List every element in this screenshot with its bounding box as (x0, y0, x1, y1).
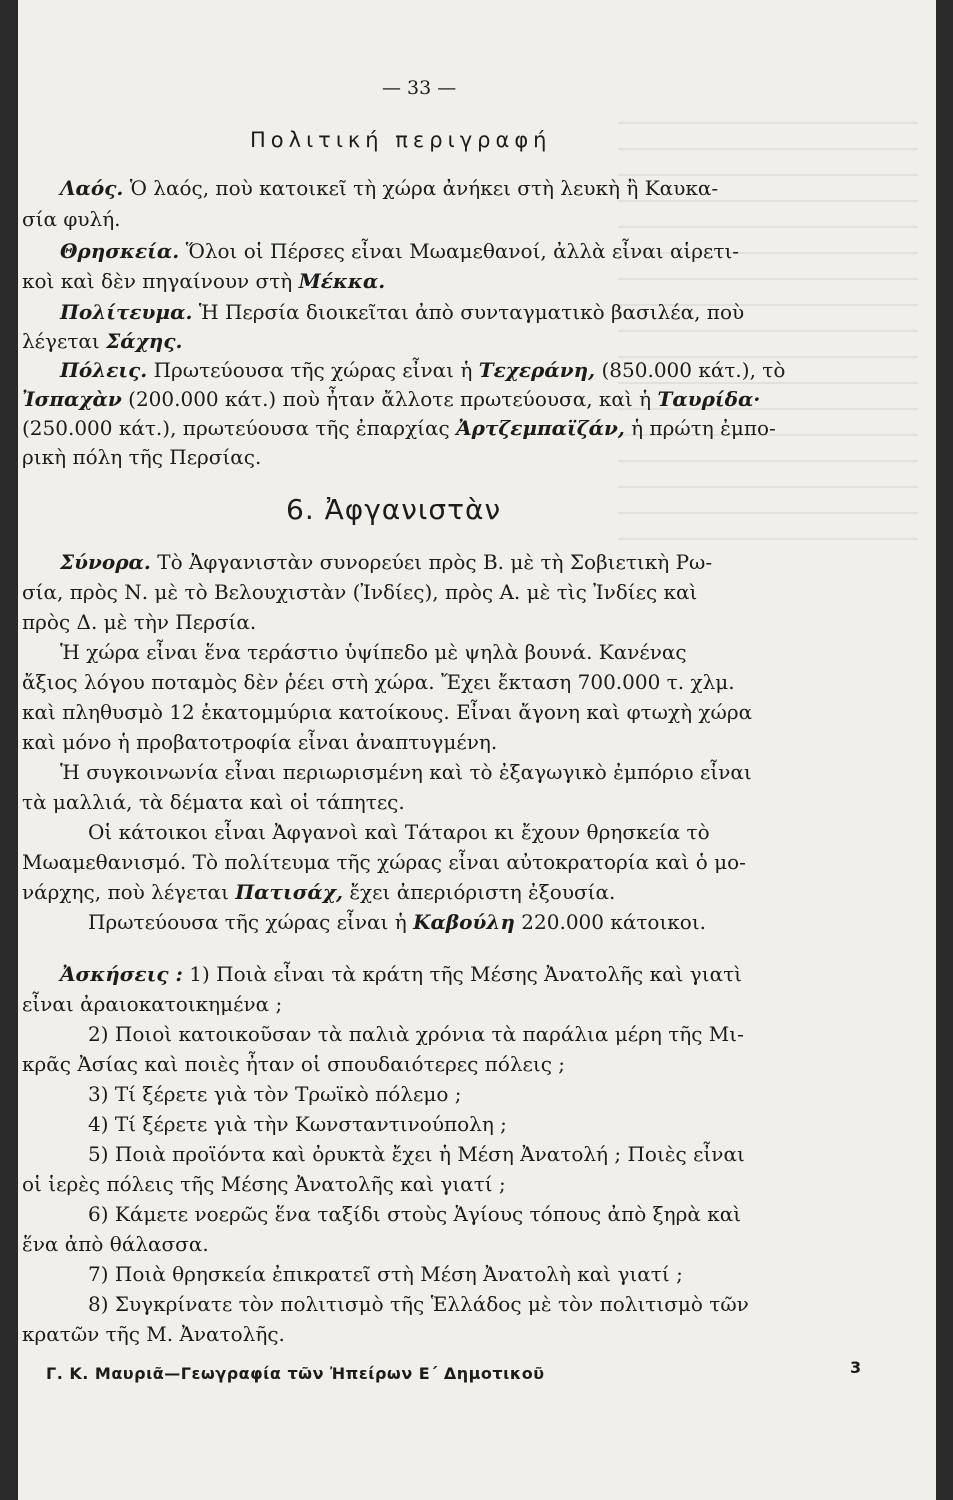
tehran-name: Τεχεράνη, (478, 358, 596, 382)
exercise-8-text-b: κρατῶν τῆς Μ. Ἀνατολῆς. (22, 1322, 285, 1346)
page-number: — 33 — (382, 77, 457, 99)
tavrida-name: Ταυρίδα· (657, 387, 761, 411)
p1-line-3: καὶ πληθυσμὸ 12 ἑκατομμύρια κατοίκους. Εἶναι ἄγονη καὶ φτωχὴ χώρα (22, 700, 753, 724)
exercises-label: Ἀσκήσεις : (60, 962, 183, 986)
thriskeia-line2 (22, 269, 385, 293)
poleis-text-1a: Πρωτεύουσα τῆς χώρας εἶναι ἡ (153, 358, 473, 382)
exercise-1-text-a: 1) Ποιὰ εἶναι τὰ κράτη τῆς Μέσης Ἀνατολῆς καὶ γιατὶ (189, 962, 742, 986)
exercise-3-text: 3) Τί ξέρετε γιὰ τὸν Τρωϊκὸ πόλεμο ; (88, 1082, 462, 1106)
p1-line-2: ἄξιος λόγου ποταμὸς δὲν ῥέει στὴ χώρα. Ἔχει ἔκταση 700.000 τ. χλμ. (22, 670, 735, 694)
thriskeia-line1 (60, 239, 739, 263)
exercise-1-line1 (60, 962, 742, 986)
kabul-name: Καβούλη (413, 910, 515, 934)
footer-imprint: Γ. Κ. Μαυριᾶ—Γεωγραφία τῶν Ἠπείρων Ε΄ Δημοτικοῦ (46, 1364, 545, 1383)
section-title: Πολιτική περιγραφή (250, 128, 552, 152)
poleis-text-1b: (850.000 κάτ.), τὸ (601, 358, 786, 382)
p4-text-b: 220.000 κάτοικοι. (521, 910, 707, 934)
exercise-5-text-b: οἱ ἱερὲς πόλεις τῆς Μέσης Ἀνατολῆς καὶ γιατί ; (22, 1172, 506, 1196)
thriskeia-label: Θρησκεία. (60, 239, 180, 263)
poleis-text-3a: (250.000 κάτ.), πρωτεύουσα τῆς ἐπαρχίας (22, 416, 450, 440)
politeuma-line2 (22, 329, 183, 353)
sachis-name: Σάχης. (106, 329, 183, 353)
synora-text-1: Τὸ Ἀφγανιστὰν συνορεύει πρὸς Β. μὲ τὴ Σοβιετικὴ Ρω- (157, 550, 713, 574)
synora-text-3: πρὸς Δ. μὲ τὴν Περσία. (22, 610, 257, 634)
poleis-line2 (22, 387, 760, 411)
laos-text-2: σία φυλή. (22, 207, 121, 231)
p2-line-2: τὰ μαλλιά, τὰ δέματα καὶ οἱ τάπητες. (22, 790, 405, 814)
poleis-label: Πόλεις. (60, 358, 148, 382)
poleis-line1 (60, 358, 785, 382)
p3-line-1: Οἱ κάτοικοι εἶναι Ἀφγανοὶ καὶ Τάταροι κι ἔχουν θρησκεία τὸ (88, 820, 710, 844)
thriskeia-text-2: κοὶ καὶ δὲν πηγαίνουν στὴ (22, 269, 293, 293)
synora-line1 (60, 550, 712, 574)
politeuma-label: Πολίτευμα. (60, 300, 193, 324)
poleis-text-2a: (200.000 κάτ.) ποὺ ἦταν ἄλλοτε πρωτεύουσα, καὶ ἡ (128, 387, 652, 411)
exercise-6-text-a: 6) Κάμετε νοερῶς ἕνα ταξίδι στοὺς Ἁγίους τόπους ἀπὸ ξηρὰ καὶ (88, 1202, 742, 1226)
book-page (18, 0, 936, 1500)
poleis-text-4: ρικὴ πόλη τῆς Περσίας. (22, 445, 262, 469)
thriskeia-text-1: Ὅλοι οἱ Πέρσες εἶναι Μωαμεθανοί, ἀλλὰ εἶναι αἱρετι- (185, 239, 740, 263)
synora-text-2: σία, πρὸς Ν. μὲ τὸ Βελουχιστὰν (Ἰνδίες), πρὸς Α. μὲ τὶς Ἰνδίες καὶ (22, 580, 698, 604)
p1-line-1: Ἡ χώρα εἶναι ἕνα τεράστιο ὑψίπεδο μὲ ψηλὰ βουνά. Κανένας (60, 640, 687, 664)
exercise-6-text-b: ἕνα ἀπὸ θάλασσα. (22, 1232, 209, 1256)
poleis-text-3b: ἡ πρώτη ἐμπο- (631, 416, 776, 440)
ispahan-name: Ἰσπαχὰν (22, 387, 122, 411)
signature-number: 3 (850, 1358, 862, 1377)
exercise-2-text-a: 2) Ποιοὶ κατοικοῦσαν τὰ παλιὰ χρόνια τὰ παράλια μέρη τῆς Μι- (88, 1022, 744, 1046)
p4-line (88, 910, 706, 934)
exercise-1-text-b: εἶναι ἀραιοκατοικημένα ; (22, 992, 283, 1016)
exercise-4-text: 4) Τί ξέρετε γιὰ τὴν Κωνσταντινούπολη ; (88, 1112, 507, 1136)
p3-text-3a: νάρχης, ποὺ λέγεται (22, 880, 229, 904)
laos-text-1: Ὁ λαός, ποὺ κατοικεῖ τὴ χώρα ἀνήκει στὴ λευκὴ ἢ Καυκα- (129, 176, 719, 200)
politeuma-text-2: λέγεται (22, 329, 100, 353)
afghanistan-heading: 6. Ἀφγανιστὰν (286, 493, 502, 526)
patsach-name: Πατισάχ, (235, 880, 343, 904)
exercise-8-text-a: 8) Συγκρίνατε τὸν πολιτισμὸ τῆς Ἑλλάδος μὲ τὸν πολιτισμὸ τῶν (88, 1292, 749, 1316)
synora-label: Σύνορα. (60, 550, 151, 574)
p4-text-a: Πρωτεύουσα τῆς χώρας εἶναι ἡ (88, 910, 407, 934)
exercise-5-text-a: 5) Ποιὰ προϊόντα καὶ ὀρυκτὰ ἔχει ἡ Μέση Ἀνατολή ; Ποιὲς εἶναι (88, 1142, 745, 1166)
azerbaijan-name: Ἀρτζεμπαϊζάν, (456, 416, 625, 440)
exercise-2-text-b: κρᾶς Ἀσίας καὶ ποιὲς ἦταν οἱ σπουδαιότερες πόλεις ; (22, 1052, 566, 1076)
p3-line-2: Μωαμεθανισμό. Τὸ πολίτευμα τῆς χώρας εἶναι αὐτοκρατορία καὶ ὁ μο- (22, 850, 746, 874)
p2-line-1: Ἡ συγκοινωνία εἶναι περιωρισμένη καὶ τὸ ἐξαγωγικὸ ἐμπόριο εἶναι (60, 760, 752, 784)
politeuma-text-1: Ἡ Περσία διοικεῖται ἀπὸ συνταγματικὸ βασιλέα, ποὺ (198, 300, 745, 324)
laos-label: Λαός. (60, 176, 124, 200)
exercise-7-text: 7) Ποιὰ θρησκεία ἐπικρατεῖ στὴ Μέση Ἀνατολὴ καὶ γιατί ; (88, 1262, 683, 1286)
politeuma-line1 (60, 300, 744, 324)
p3-line-3 (22, 880, 615, 904)
mekka-name: Μέκκα. (298, 269, 386, 293)
laos-paragraph-line1 (60, 176, 718, 200)
poleis-line3 (22, 416, 776, 440)
p3-text-3b: ἔχει ἀπεριόριστη ἐξουσία. (349, 880, 616, 904)
p1-line-4: καὶ μόνο ἡ προβατοτροφία εἶναι ἀναπτυγμένη. (22, 730, 498, 754)
